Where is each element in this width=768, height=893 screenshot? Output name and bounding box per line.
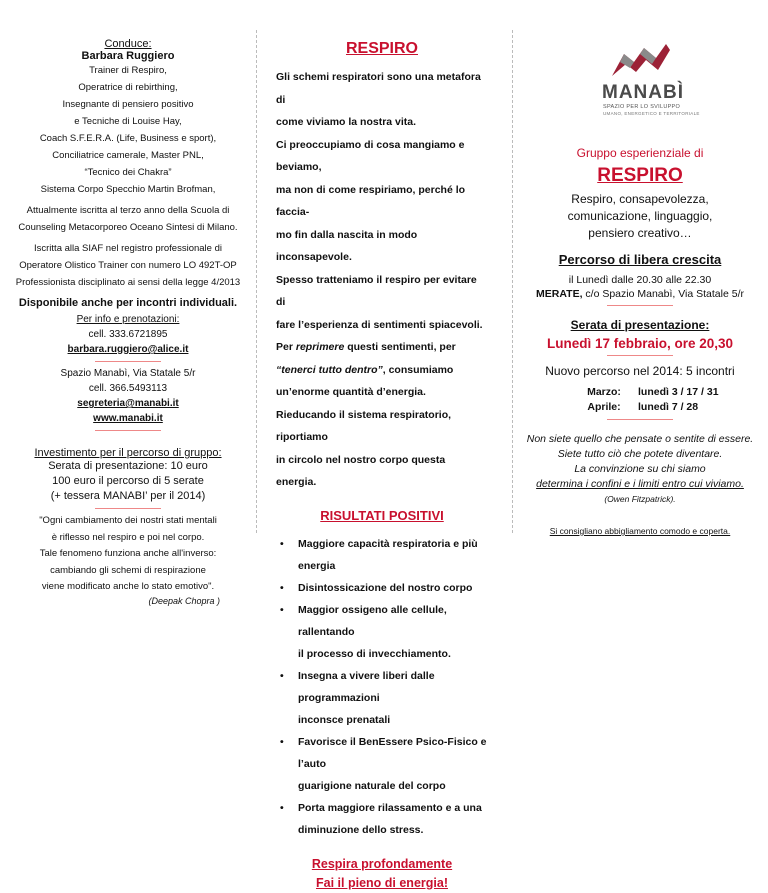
invest-line: (+ tessera MANABI’ per il 2014) [50, 490, 206, 502]
emphasis: “tenerci tutto dentro” [276, 363, 383, 376]
list-item [276, 599, 488, 665]
logo-text: MANABÌ [602, 82, 684, 103]
divider [607, 419, 673, 420]
table-row [570, 385, 768, 400]
subjects [512, 191, 768, 242]
item-text: il processo di invecchiamento. [298, 647, 451, 660]
cover-title: RESPIRO [597, 165, 683, 186]
motto-line: determina i confini e i limiti entro cui viviamo. [536, 478, 744, 490]
divider [607, 305, 673, 306]
list-item [276, 797, 488, 841]
motto-author: (Owen Fitzpatrick). [604, 494, 676, 504]
results-title: RISULTATI POSITIVI [320, 507, 444, 523]
info-label: Per info e prenotazioni: [76, 314, 180, 325]
bullet-icon: • [280, 537, 284, 550]
column-cover [512, 30, 768, 536]
divider [607, 355, 673, 356]
text-fragment: , consumiamo [382, 363, 454, 376]
address: c/o Spazio Manabì, Via Statale 5/r [582, 288, 744, 300]
credential-line: Sistema Corpo Specchio Martin Brofman, [40, 184, 216, 195]
item-text: inconsce prenatali [298, 713, 391, 726]
month: Aprile: [587, 401, 621, 413]
intro-line: Ci preoccupiamo di cosa mangiamo e beviamo, [276, 138, 465, 173]
item-text: Maggior ossigeno alle cellule, rallentando [298, 603, 447, 638]
bullet-icon: • [280, 603, 284, 616]
intro-line [276, 359, 488, 382]
invest-label: Investimento per il percorso di gruppo: [34, 447, 222, 459]
motto-line: Non siete quello che pensate o sentite di essere. [526, 433, 754, 445]
credential-line: Trainer di Respiro, [89, 65, 167, 76]
credential-line: Coach S.F.E.R.A. (Life, Business e sport), [39, 133, 217, 144]
venue-web-link[interactable]: www.manabi.it [93, 413, 163, 424]
list-item [276, 533, 488, 577]
presentation-label: Serata di presentazione: [570, 318, 710, 332]
bullet-icon: • [280, 801, 284, 814]
venue-address: Spazio Manabì, Via Statale 5/r [60, 368, 196, 379]
logo-subtitle: SPAZIO PER LO SVILUPPO [603, 104, 681, 110]
credential-line: Counseling Metacorporeo Oceano Sintesi di Milano. [18, 222, 238, 233]
intro-line: ma non di come respiriamo, perché lo faccia- [276, 183, 466, 218]
bullet-icon: • [280, 669, 284, 682]
list-item [276, 665, 488, 731]
closing-slogan [276, 855, 488, 893]
intro-line: Spesso tratteniamo il respiro per evitare di [276, 273, 477, 308]
email-link[interactable]: barbara.ruggiero@alice.it [67, 344, 189, 355]
contact-info [0, 312, 256, 431]
intro-line: Gli schemi respiratori sono una metafora di [276, 71, 481, 106]
credential-line: Operatrice di rebirthing, [78, 82, 178, 93]
emphasis: reprimere [295, 341, 345, 353]
item-text: diminuzione dello stress. [298, 823, 424, 836]
manabi-logo [512, 36, 768, 116]
slogan-line: Fai il pieno di energia! [316, 875, 448, 890]
motto-line: La convinzione su chi siamo [574, 463, 706, 475]
intro-line: un’enorme quantità d’energia. [276, 386, 426, 398]
schedule-info [512, 273, 768, 301]
percorso-title: Percorso di libera crescita [558, 252, 722, 267]
group-label: Gruppo esperienziale di [576, 146, 704, 160]
credential-line: Conciliatrice camerale, Master PNL, [52, 150, 204, 161]
credential-line: Insegnante di pensiero positivo [62, 99, 194, 110]
intro-line: Rieducando il sistema respiratorio, riportiamo [276, 408, 452, 443]
subject-line: pensiero creativo… [588, 226, 692, 240]
credential-line: Operatore Olistico Trainer con numero LO 492T-OP [19, 260, 237, 271]
bullet-icon: • [280, 581, 284, 594]
days: lunedì 3 / 17 / 31 [638, 386, 719, 398]
intro-line: fare l’esperienza di sentimenti spiacevoli. [276, 318, 483, 331]
invest-line: 100 euro il percorso di 5 serate [52, 475, 204, 487]
respiro-title: RESPIRO [345, 40, 418, 57]
item-text: guarigione naturale del corpo [298, 779, 446, 792]
results-list [276, 533, 488, 841]
item-text: Porta maggiore rilassamento e a una [298, 801, 482, 814]
bullet-icon: • [280, 735, 284, 748]
credential-line: Attualmente iscritta al terzo anno della Scuola di [26, 205, 230, 216]
text-fragment: questi sentimenti, per [344, 341, 456, 353]
venue-phone: cell. 366.5493113 [88, 383, 168, 394]
column-respiro [256, 30, 512, 890]
when-line: il Lunedì dalle 20.30 alle 22.30 [568, 274, 712, 286]
logo-mark-icon [604, 36, 676, 82]
motto-line: Siete tutto ciò che potete diventare. [557, 448, 723, 460]
list-item [276, 577, 488, 599]
credential-line: “Tecnico dei Chakra” [84, 167, 172, 178]
credentials [0, 62, 256, 291]
new-course: Nuovo percorso nel 2014: 5 incontri [545, 364, 735, 378]
subject-line: Respiro, consapevolezza, [571, 192, 709, 206]
dates-table [570, 385, 768, 415]
credential-line: e Tecniche di Louise Hay, [74, 116, 182, 127]
divider [95, 361, 161, 362]
item-text: Maggiore capacità respiratoria e più energia [298, 537, 478, 572]
motto [512, 432, 768, 492]
phone: cell. 333.6721895 [88, 329, 168, 340]
invest-line: Serata di presentazione: 10 euro [48, 460, 208, 472]
intro-line: come viviamo la nostra vita. [276, 116, 417, 128]
venue-email-link[interactable]: segreteria@manabi.it [77, 398, 179, 409]
quote-line: è riflesso nel respiro e poi nel corpo. [51, 531, 205, 543]
intro-line: in circolo nel nostro corpo questa energia. [276, 453, 446, 488]
respiro-intro [276, 66, 488, 494]
conduce-label: Conduce: [104, 38, 152, 50]
month: Marzo: [587, 386, 621, 398]
days: lunedì 7 / 28 [638, 401, 699, 413]
slogan-line: Respira profondamente [311, 856, 453, 871]
logo-subtitle: UMANO, ENERGETICO E TERRITORIALE [603, 111, 700, 116]
trainer-name: Barbara Ruggiero [81, 50, 175, 62]
text-fragment: Per [276, 341, 296, 353]
divider [95, 508, 161, 509]
quote-line: Tale fenomeno funziona anche all'inverso: [39, 548, 217, 559]
item-text: Favorisce il BenEssere Psico-Fisico e l’auto [298, 735, 487, 770]
quote-line: viene modificato anche lo stato emotivo". [41, 581, 215, 592]
divider [95, 430, 161, 431]
quote-line: cambiando gli schemi di respirazione [50, 564, 206, 576]
invest-details [0, 459, 256, 504]
credential-line: Professionista disciplinato ai sensi della legge 4/2013 [15, 277, 241, 288]
quote-line: "Ogni cambiamento dei nostri stati mentali [39, 515, 217, 526]
dress-note: Si consigliano abbigliamento comodo e coperta. [549, 526, 731, 536]
intro-line: mo fin dalla nascita in modo inconsapevole. [276, 228, 418, 263]
chopra-quote [0, 513, 256, 596]
table-row [570, 400, 768, 415]
city: MERATE, [536, 288, 583, 300]
quote-author: (Deepak Chopra ) [148, 595, 220, 606]
list-item [276, 731, 488, 797]
presentation-date: Lunedì 17 febbraio, ore 20,30 [546, 336, 734, 351]
item-text: Disintossicazione del nostro corpo [298, 581, 473, 594]
available-note: Disponibile anche per incontri individuali. [18, 297, 238, 309]
item-text: Insegna a vivere liberi dalle programmazioni [298, 669, 435, 704]
column-contacts [0, 30, 256, 606]
credential-line: Iscritta alla SIAF nel registro professionale di [34, 243, 222, 254]
where-line [512, 287, 768, 301]
subject-line: comunicazione, linguaggio, [567, 209, 713, 223]
intro-line [276, 336, 488, 359]
